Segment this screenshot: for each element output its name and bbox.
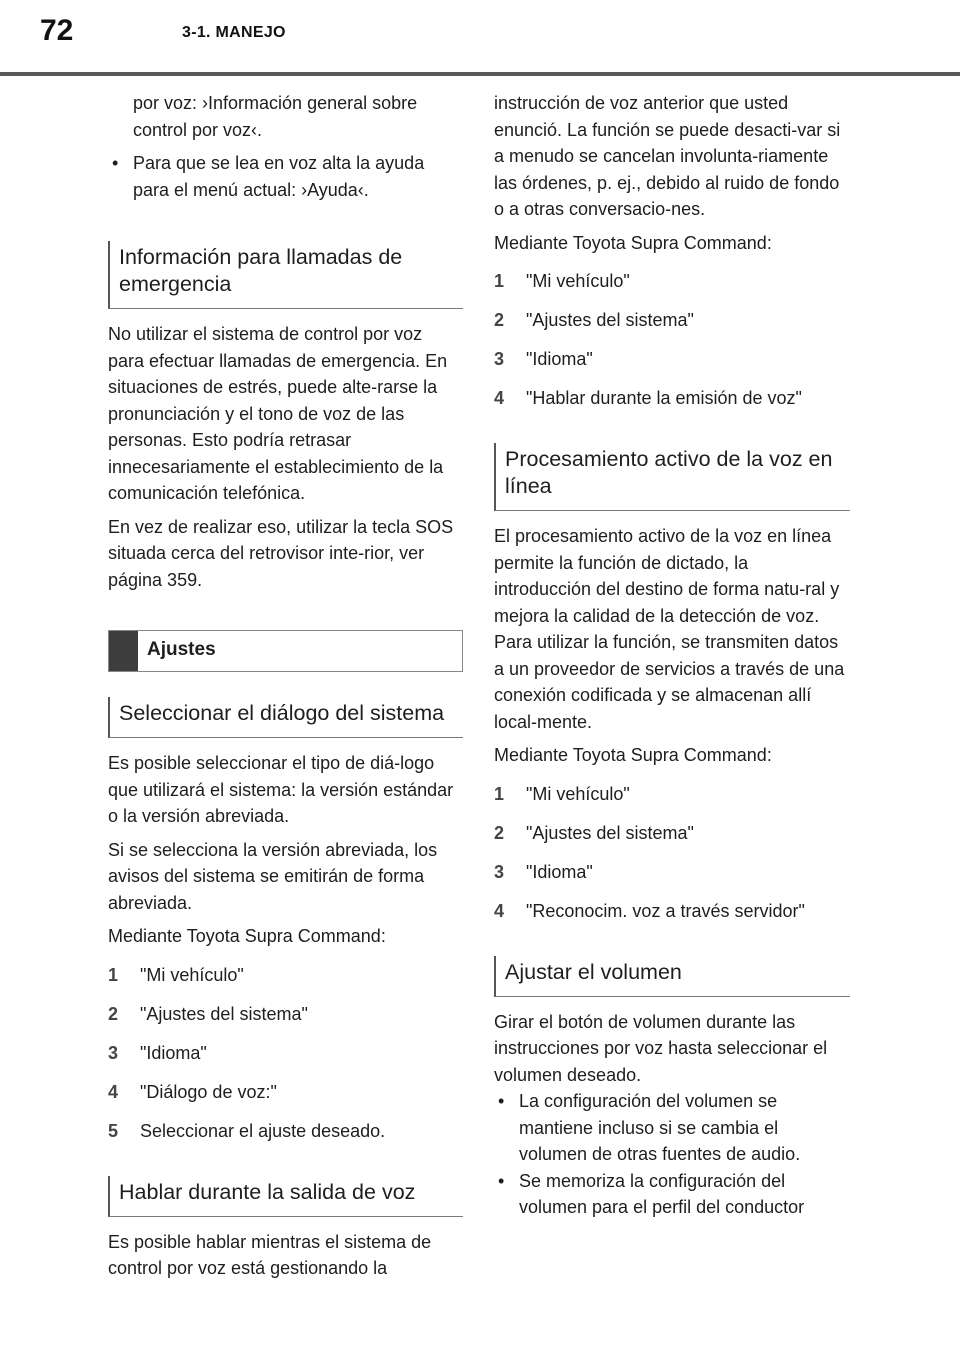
paragraph: El procesamiento activo de la voz en línea permite la función de dictado, la introducción del destino de forma natu-ral y mejora la calidad de la detección de voz. Para utilizar la función, se transmiten datos a un proveedor de servicios a través de una conexión codificada y se almacenan allí local-mente. <box>494 526 845 732</box>
bullet-text: Se memoriza la configuración del volumen para el perfil del conductor <box>519 1170 805 1217</box>
step-text: Seleccionar el ajuste deseado. <box>140 1120 386 1141</box>
paragraph: Es posible hablar mientras el sistema de control por voz está gestionando la <box>108 1231 432 1278</box>
step-item <box>494 859 850 886</box>
right-column <box>494 90 850 1228</box>
bullet-symbol: • <box>112 153 119 173</box>
step-text: "Idioma" <box>526 861 593 882</box>
paragraph: Mediante Toyota Supra Command: <box>108 926 386 946</box>
page-number: 72 <box>40 14 74 47</box>
step-text: "Reconocim. voz a través servidor" <box>526 900 805 921</box>
bullet-item <box>494 1168 850 1221</box>
step-text: "Idioma" <box>526 349 593 369</box>
paragraph: Mediante Toyota Supra Command: <box>494 232 772 253</box>
step-item <box>494 307 850 334</box>
intro-continuation: por voz: ›Información general sobre control por voz‹. <box>133 93 418 140</box>
chapter-title: 3-1. MANEJO <box>182 24 286 41</box>
paragraph: En vez de realizar eso, utilizar la tecla SOS situada cerca del retrovisor inte-rior, ver página 359. <box>108 516 454 590</box>
step-number: 3 <box>494 349 505 369</box>
step-number: 2 <box>494 310 505 330</box>
bullet-help-text: Para que se lea en voz alta la ayuda para el menú actual: ›Ayuda‹. <box>133 153 425 200</box>
step-number: 4 <box>108 1081 119 1102</box>
section-bar-block <box>109 631 138 671</box>
step-text: "Ajustes del sistema" <box>140 1003 308 1024</box>
step-number: 5 <box>108 1120 119 1141</box>
paragraph: instrucción de voz anterior que usted enunció. La función se puede desacti-var si a menudo se cancelan involunta-riamente las órdenes, p. ej., debido al ruido de fondo o a otras conversacio-nes. <box>494 93 841 219</box>
step-number: 1 <box>494 783 505 804</box>
paragraph: No utilizar el sistema de control por voz para efectuar llamadas de emergencia. En situaciones de estrés, puede alte-rarse la pronunciación y el tono de voz de las personas. Esto podría retrasar innecesariamente el establecimiento de la comunicación telefónica. <box>108 324 448 503</box>
step-item <box>494 346 850 373</box>
left-column <box>108 90 463 1289</box>
step-number: 4 <box>494 388 505 408</box>
step-text: "Hablar durante la emisión de voz" <box>526 388 802 408</box>
step-text: "Mi vehículo" <box>526 271 630 291</box>
step-text: "Diálogo de voz:" <box>140 1081 277 1102</box>
step-item <box>494 820 850 847</box>
step-number: 2 <box>108 1003 119 1024</box>
bullet-help <box>108 150 463 203</box>
paragraph: Si se selecciona la versión abreviada, los avisos del sistema se emitirán de forma abreviada. <box>108 839 438 913</box>
step-text: "Mi vehículo" <box>526 783 630 804</box>
page-header <box>0 0 960 76</box>
step-number: 1 <box>494 271 505 291</box>
section-title-speak: Hablar durante la salida de voz <box>108 1176 463 1217</box>
step-number: 3 <box>108 1042 119 1063</box>
step-text: "Mi vehículo" <box>140 964 244 985</box>
section-title-emergency: Información para llamadas de emergencia <box>108 241 463 309</box>
step-text: "Idioma" <box>140 1042 207 1063</box>
step-number: 3 <box>494 861 505 882</box>
step-item <box>108 1001 463 1028</box>
section-title-dialog: Seleccionar el diálogo del sistema <box>108 697 463 738</box>
step-text: "Ajustes del sistema" <box>526 310 694 330</box>
paragraph: Mediante Toyota Supra Command: <box>494 745 772 765</box>
step-item <box>108 962 463 989</box>
section-title-online: Procesamiento activo de la voz en línea <box>494 443 850 511</box>
bullet-item <box>494 1088 850 1168</box>
bullet-symbol: • <box>498 1170 505 1191</box>
bullet-text: La configuración del volumen se mantiene incluso si se cambia el volumen de otras fuentes de audio. <box>519 1091 801 1164</box>
step-item <box>108 1079 463 1106</box>
step-number: 4 <box>494 900 505 921</box>
step-text: "Ajustes del sistema" <box>526 822 694 843</box>
bullet-symbol: • <box>498 1091 505 1111</box>
step-number: 1 <box>108 964 119 985</box>
step-item <box>494 385 850 412</box>
paragraph: Girar el botón de volumen durante las instrucciones por voz hasta seleccionar el volumen deseado. <box>494 1011 828 1085</box>
header-rule <box>0 72 960 76</box>
step-number: 2 <box>494 822 505 843</box>
step-item <box>494 781 850 808</box>
paragraph: Es posible seleccionar el tipo de diá-logo que utilizará el sistema: la versión estándar o la versión abreviada. <box>108 753 454 826</box>
section-title-volume: Ajustar el volumen <box>494 956 850 997</box>
section-bar-label: Ajustes <box>147 639 216 660</box>
step-item <box>494 268 850 295</box>
step-item <box>108 1118 463 1145</box>
step-item <box>108 1040 463 1067</box>
step-item <box>494 898 850 925</box>
section-bar-ajustes <box>108 630 463 672</box>
